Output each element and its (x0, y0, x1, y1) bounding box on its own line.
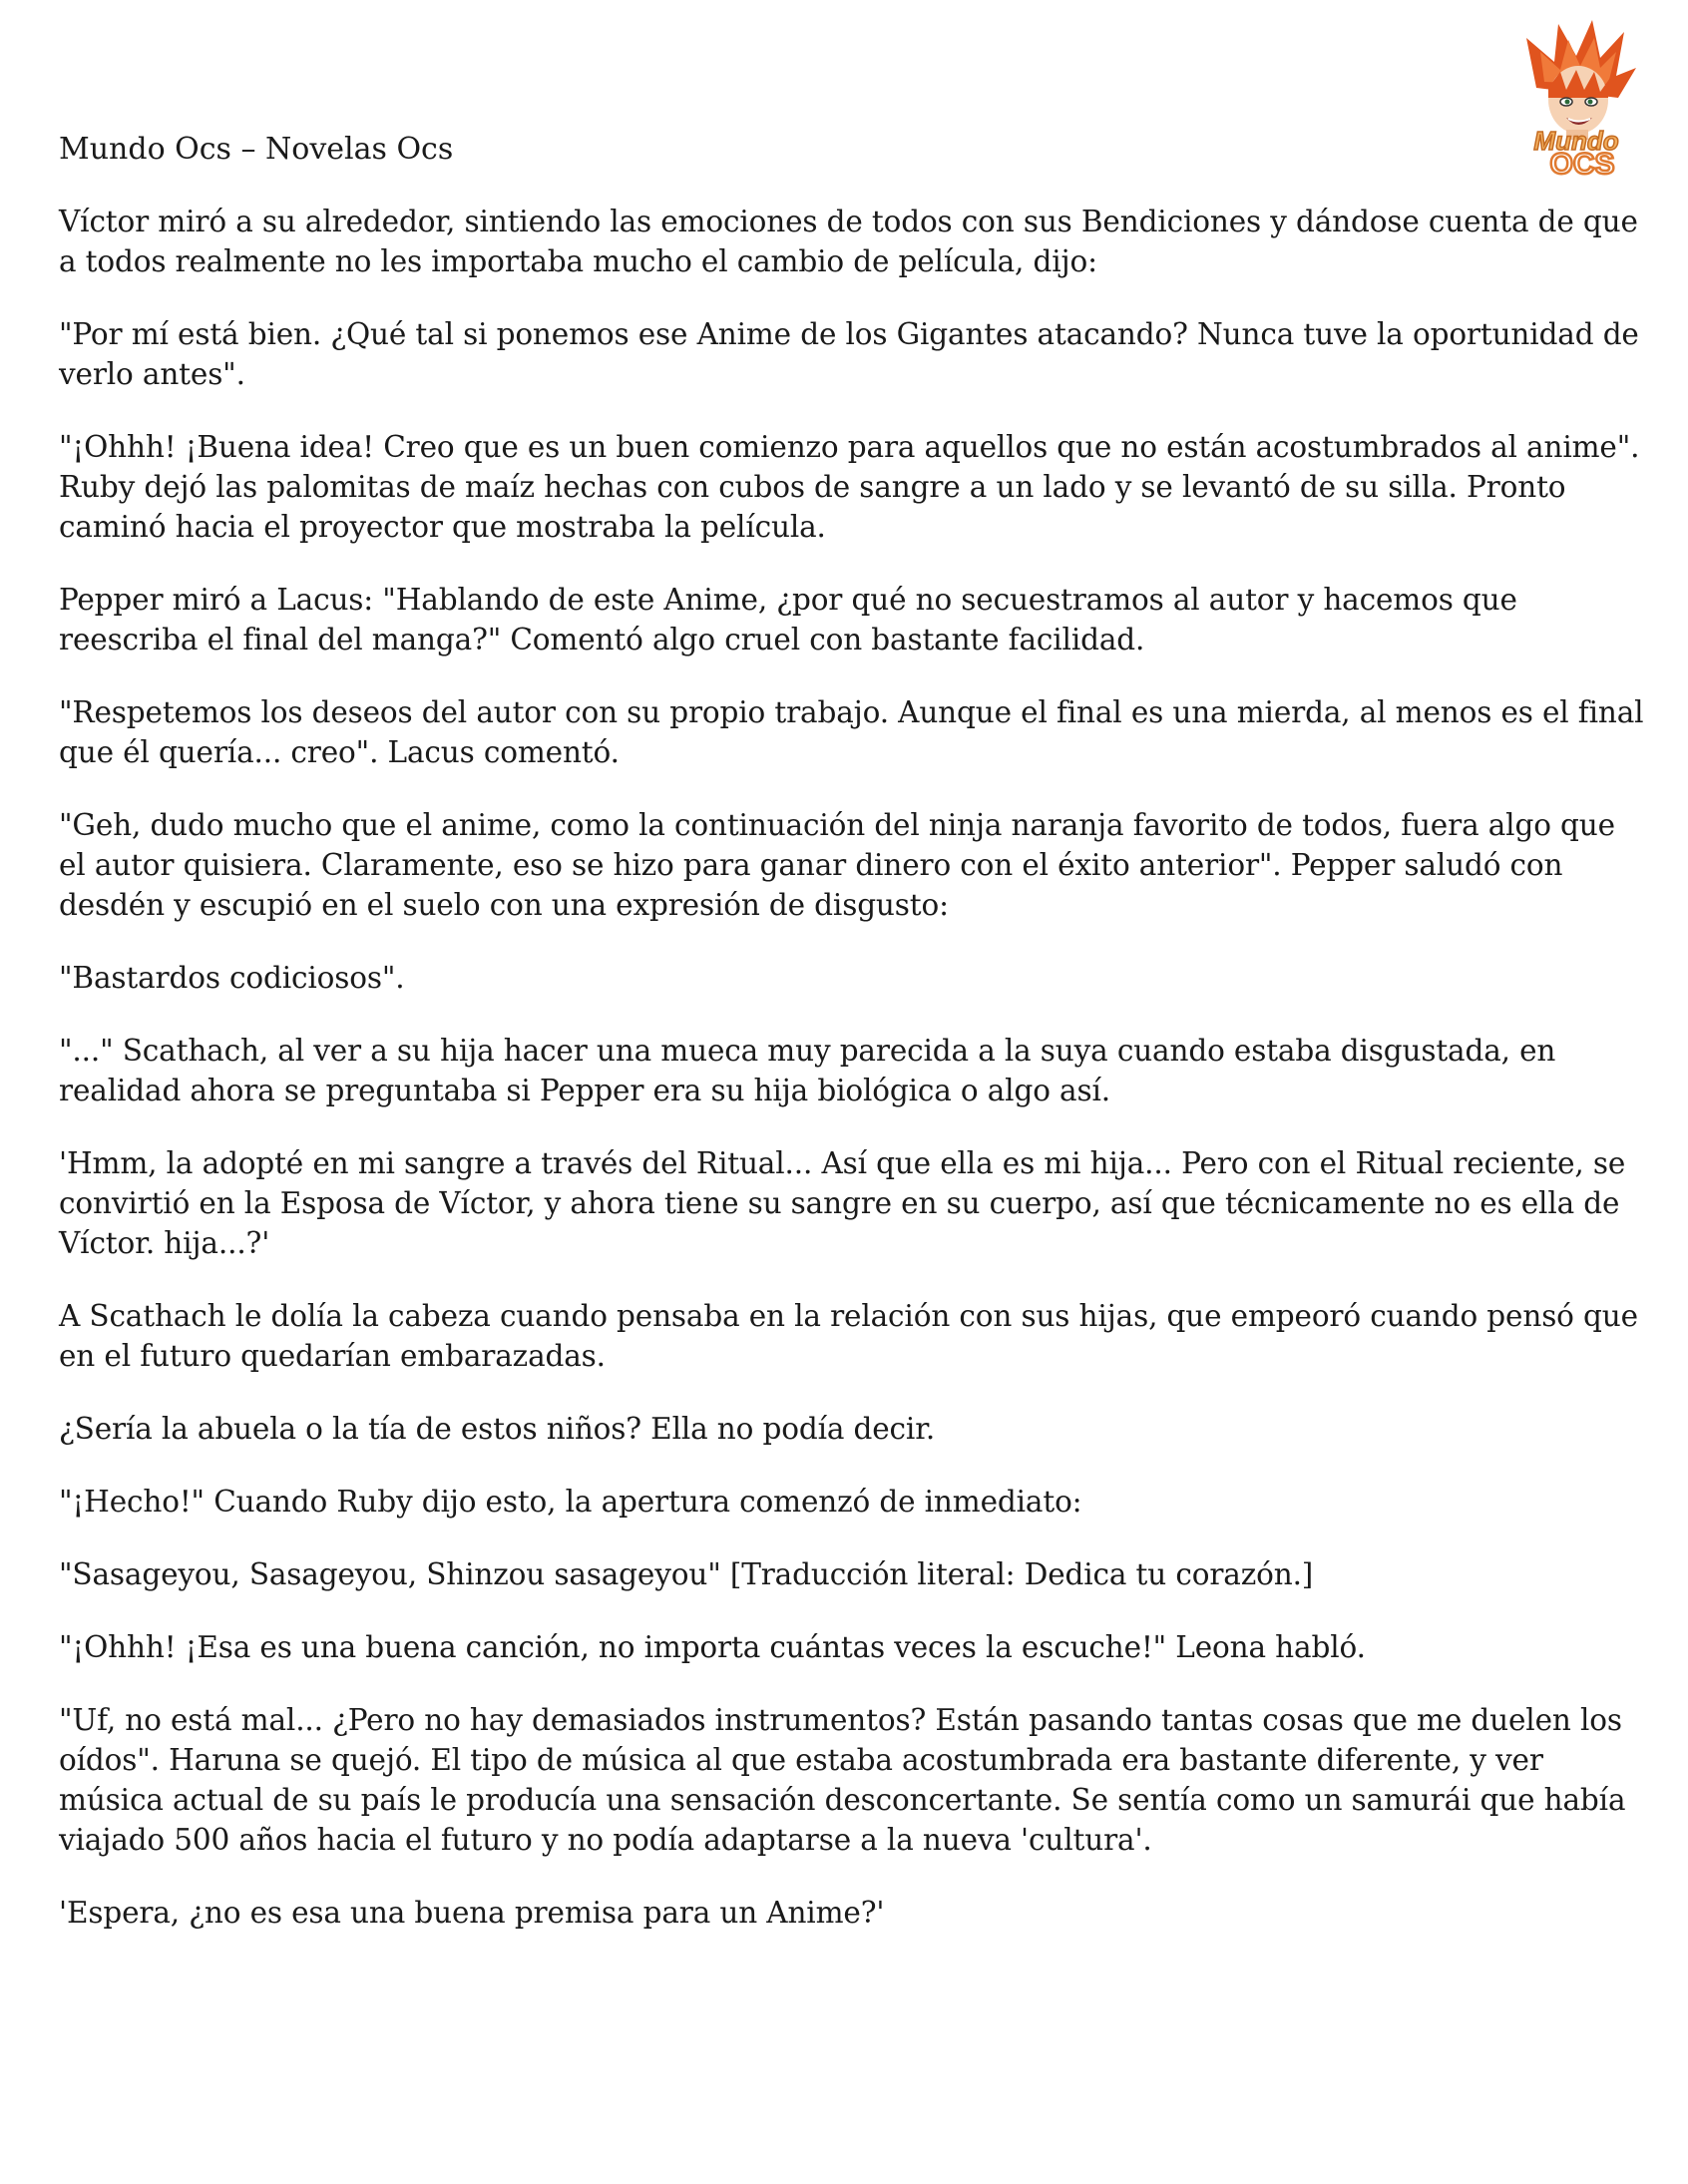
paragraph: 'Espera, ¿no es esa una buena premisa para un Anime?' (59, 1896, 885, 1930)
mundo-ocs-logo (1496, 18, 1656, 178)
paragraph: "Uf, no está mal... ¿Pero no hay demasiados instrumentos? Están pasando tantas cosas que me duelen los oídos". Haruna se quejó. El tipo de música al que estaba acostumbrada era bastante diferente, y ver música actual de su país le producía una sensación desconcertante. Se sentía como un samurái que había viajado 500 años hacia el futuro y no podía adaptarse a la nueva 'cultura'. (59, 1703, 1626, 1857)
paragraph: "¡Hecho!" Cuando Ruby dijo esto, la apertura comenzó de inmediato: (59, 1485, 1082, 1519)
paragraph: Víctor miró a su alrededor, sintiendo las emociones de todos con sus Bendiciones y dándose cuenta de que a todos realmente no les importaba mucho el cambio de película, dijo: (59, 205, 1638, 278)
paragraph: "Bastardos codiciosos". (59, 961, 405, 995)
logo-text-line1: Mundo (1533, 126, 1619, 156)
paragraph: "¡Ohhh! ¡Buena idea! Creo que es un buen comienzo para aquellos que no están acostumbrados al anime". Ruby dejó las palomitas de maíz hechas con cubos de sangre a un lado y se levantó de su silla. Pronto caminó hacia el proyector que mostraba la película. (59, 430, 1640, 544)
paragraph: 'Hmm, la adopté en mi sangre a través del Ritual... Así que ella es mi hija... Pero con el Ritual reciente, se convirtió en la Esposa de Víctor, y ahora tiene su sangre en su cuerpo, así que técnicamente no es ella de Víctor. hija...?' (59, 1146, 1626, 1260)
paragraph: "¡Ohhh! ¡Esa es una buena canción, no importa cuántas veces la escuche!" Leona habló. (59, 1630, 1366, 1664)
logo-text-line2: OCS (1549, 148, 1615, 178)
paragraph: A Scathach le dolía la cabeza cuando pensaba en la relación con sus hijas, que empeoró cuando pensó que en el futuro quedarían embarazadas. (59, 1299, 1638, 1373)
chapter-body (59, 202, 1645, 1966)
paragraph: "Geh, dudo mucho que el anime, como la continuación del ninja naranja favorito de todos, fuera algo que el autor quisiera. Claramente, eso se hizo para ganar dinero con el éxito anterior". Pepper saludó con desdén y escupió en el suelo con una expresión de disgusto: (59, 808, 1615, 922)
paragraph: "Por mí está bien. ¿Qué tal si ponemos ese Anime de los Gigantes atacando? Nunca tuve la oportunidad de verlo antes". (59, 317, 1639, 391)
paragraph: "Sasageyou, Sasageyou, Shinzou sasageyou" [Traducción literal: Dedica tu corazón.] (59, 1557, 1314, 1591)
paragraph: ¿Sería la abuela o la tía de estos niños? Ella no podía decir. (59, 1412, 936, 1446)
paragraph: "..." Scathach, al ver a su hija hacer una mueca muy parecida a la suya cuando estaba disgustada, en realidad ahora se preguntaba si Pepper era su hija biológica o algo así. (59, 1034, 1556, 1107)
paragraph: Pepper miró a Lacus: "Hablando de este Anime, ¿por qué no secuestramos al autor y hacemos que reescriba el final del manga?" Comentó algo cruel con bastante facilidad. (59, 583, 1517, 656)
site-header: Mundo Ocs – Novelas Ocs (59, 132, 454, 167)
mascot-logo-icon (1496, 18, 1656, 178)
paragraph: "Respetemos los deseos del autor con su propio trabajo. Aunque el final es una mierda, al menos es el final que él quería... creo". Lacus comentó. (59, 695, 1644, 769)
